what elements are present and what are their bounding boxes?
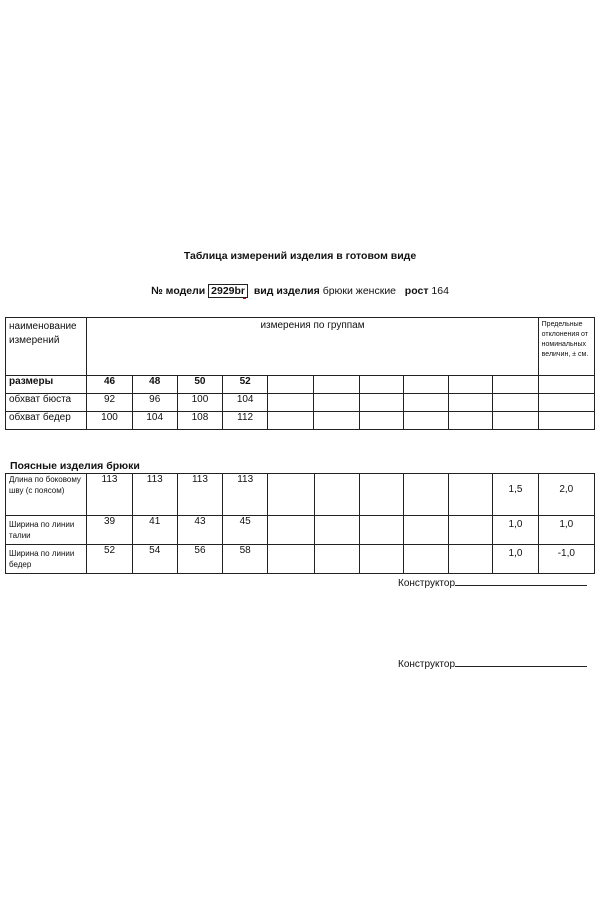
tolerance-cell: 1,5 (493, 474, 538, 516)
height-value: 164 (431, 285, 449, 297)
value-cell: 39 (87, 516, 132, 545)
row-label: обхват бюста (6, 394, 87, 412)
table-row (6, 412, 595, 430)
groups-header: измерения по группам (87, 318, 538, 376)
row-label: Ширина по линии талии (6, 516, 87, 545)
value-cell: 45 (223, 516, 268, 545)
value-cell: 108 (177, 412, 222, 430)
table-row (6, 474, 595, 516)
value-cell: 58 (223, 545, 268, 574)
model-number: 2929br (208, 284, 248, 298)
value-cell: 104 (132, 412, 177, 430)
value-cell: 113 (87, 474, 132, 516)
table-row (6, 516, 595, 545)
model-label: № модели (151, 285, 206, 297)
row-label: Ширина по линии бедер (6, 545, 87, 574)
value-cell: 41 (132, 516, 177, 545)
section-title: Поясные изделия брюки (10, 460, 140, 472)
value-cell: 104 (223, 394, 268, 412)
signature-label: Конструктор (398, 659, 456, 670)
value-cell: 56 (177, 545, 222, 574)
value-cell: 54 (132, 545, 177, 574)
height-label: рост (404, 285, 429, 297)
tolerance-cell: 1,0 (538, 516, 594, 545)
type-value: брюки женские (322, 285, 397, 297)
table-row (6, 545, 595, 574)
row-label: обхват бедер (6, 412, 87, 430)
value-cell: 96 (132, 394, 177, 412)
signature-line (455, 657, 587, 667)
tolerance-cell: 1,0 (493, 545, 538, 574)
value-cell: 100 (177, 394, 222, 412)
type-label: вид изделия (253, 285, 320, 297)
tolerance-cell: 2,0 (538, 474, 594, 516)
value-cell: 112 (223, 412, 268, 430)
waist-table (5, 473, 595, 574)
row-label: Длина по боковому шву (с поясом) (6, 474, 87, 516)
size-cell: 46 (87, 376, 132, 394)
value-cell: 92 (87, 394, 132, 412)
value-cell: 52 (87, 545, 132, 574)
value-cell: 113 (177, 474, 222, 516)
size-cell: 48 (132, 376, 177, 394)
signature-constructor (398, 576, 587, 589)
tolerance-cell: 1,0 (493, 516, 538, 545)
tolerance-cell: -1,0 (538, 545, 594, 574)
value-cell: 113 (223, 474, 268, 516)
size-cell: 52 (223, 376, 268, 394)
signature-constructor-2 (398, 657, 587, 670)
name-header: наименование измерений (6, 318, 87, 376)
signature-label: Конструктор (398, 578, 456, 589)
measurement-table (5, 317, 595, 430)
table-row (6, 394, 595, 412)
model-line (0, 284, 600, 298)
value-cell: 43 (177, 516, 222, 545)
sizes-label: размеры (6, 376, 87, 394)
signature-line (455, 576, 587, 586)
document-title: Таблица измерений изделия в готовом виде (183, 250, 417, 262)
sizes-row (6, 376, 595, 394)
tolerance-header: Предельные отклонения от номинальных величин, ± см. (538, 318, 594, 376)
value-cell: 113 (132, 474, 177, 516)
value-cell: 100 (87, 412, 132, 430)
size-cell: 50 (177, 376, 222, 394)
